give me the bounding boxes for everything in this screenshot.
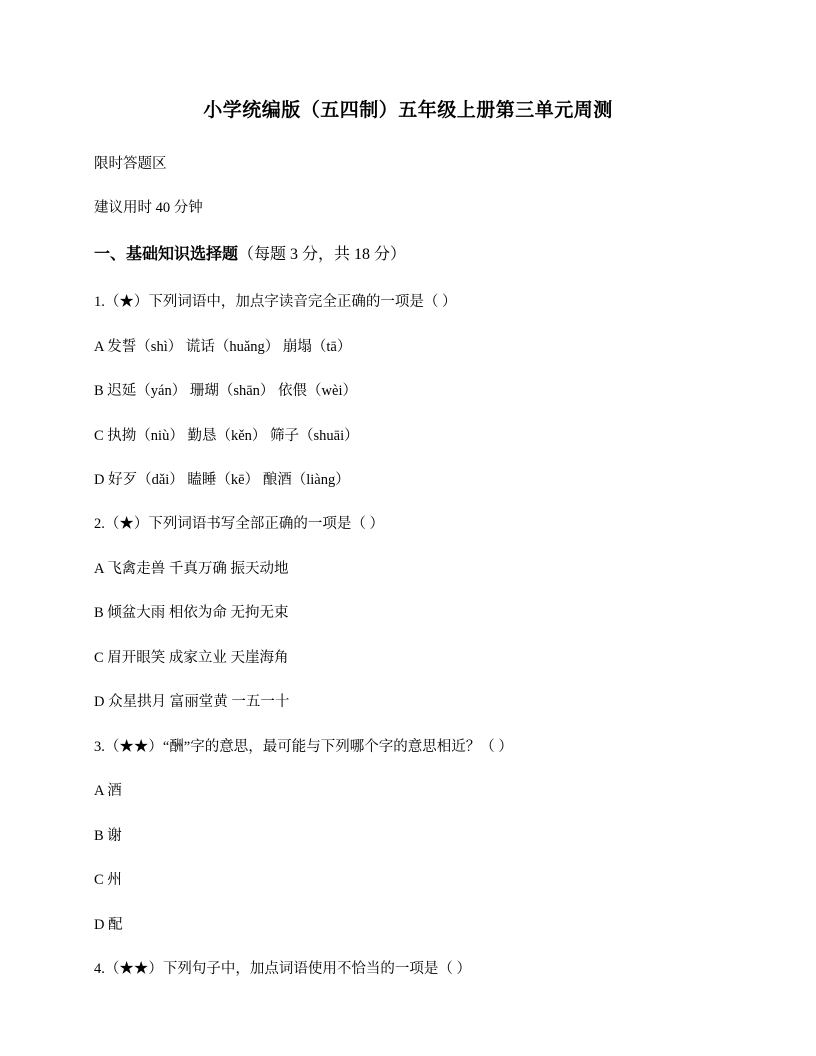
question-2-option-a: A 飞禽走兽 千真万确 振天动地 bbox=[94, 561, 289, 577]
question-1-option-a: A 发誓（shì） 谎话（huǎng） 崩塌（tā） bbox=[94, 339, 352, 355]
section-title: 一、基础知识选择题 bbox=[94, 246, 239, 263]
document-title: 小学统编版（五四制）五年级上册第三单元周测 bbox=[203, 100, 613, 121]
question-2-option-d: D 众星拱月 富丽堂黄 一五一十 bbox=[94, 694, 290, 710]
question-3-option-c: C 州 bbox=[94, 872, 122, 888]
question-1-option-d: D 好歹（dǎi） 瞌睡（kē） 酿酒（liàng） bbox=[94, 472, 350, 488]
question-1-stem: 1.（★）下列词语中，加点字读音完全正确的一项是（ ） bbox=[94, 294, 457, 310]
question-1-option-c: C 执拗（niù） 勤恳（kěn） 筛子（shuāi） bbox=[94, 428, 359, 444]
question-2-stem: 2.（★）下列词语书写全部正确的一项是（ ） bbox=[94, 516, 384, 532]
question-3-option-a: A 酒 bbox=[94, 783, 122, 799]
question-3-option-b: B 谢 bbox=[94, 828, 122, 844]
question-1-option-b: B 迟延（yán） 珊瑚（shān） 依偎（wèi） bbox=[94, 383, 357, 399]
time-zone-label: 限时答题区 bbox=[94, 156, 167, 172]
question-3-option-d: D 配 bbox=[94, 917, 123, 933]
question-2-option-c: C 眉开眼笑 成家立业 天崖海角 bbox=[94, 650, 289, 666]
question-3-stem: 3.（★★）“酬”字的意思，最可能与下列哪个字的意思相近？（ ） bbox=[94, 739, 513, 755]
question-4-stem: 4.（★★）下列句子中，加点词语使用不恰当的一项是（ ） bbox=[94, 961, 471, 977]
suggested-time-label: 建议用时 40 分钟 bbox=[94, 200, 203, 216]
section-heading bbox=[94, 241, 406, 264]
question-2-option-b: B 倾盆大雨 相依为命 无拘无束 bbox=[94, 605, 289, 621]
section-note: （每题 3 分，共 18 分） bbox=[238, 246, 407, 263]
